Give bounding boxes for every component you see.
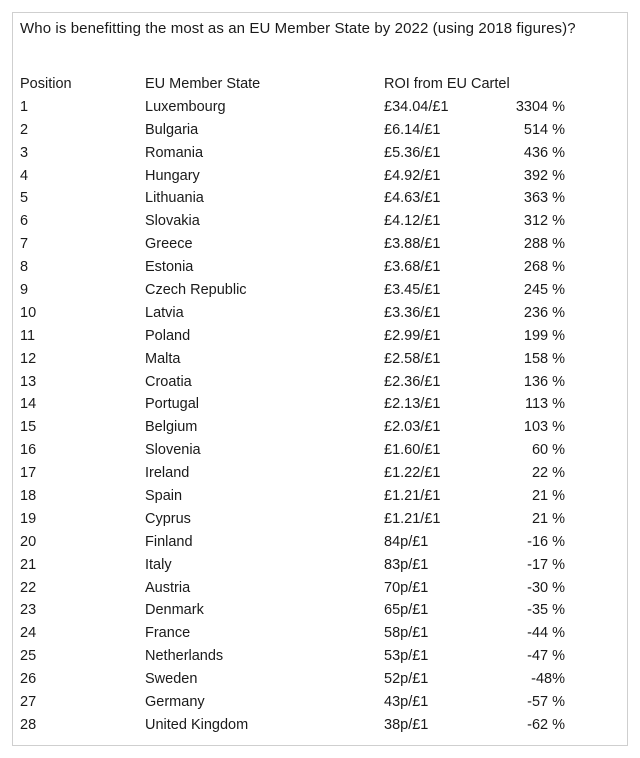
cell-position: 25	[20, 648, 37, 665]
cell-roi: £3.68/£1	[384, 259, 441, 276]
cell-percentage: 312 %	[523, 213, 565, 230]
cell-position: 2	[20, 121, 29, 138]
cell-position: 8	[20, 259, 29, 276]
cell-percentage: 436 %	[523, 144, 565, 161]
cell-percentage: 136 %	[523, 373, 565, 390]
cell-percentage: 21 %	[531, 510, 565, 527]
table-row	[20, 371, 600, 394]
cell-member-state: Austria	[145, 579, 191, 596]
cell-position: 20	[20, 533, 37, 550]
cell-percentage: -57 %	[527, 694, 565, 711]
cell-position: 9	[20, 282, 29, 299]
cell-position: 15	[20, 419, 37, 436]
cell-percentage: 21 %	[531, 488, 565, 505]
cell-roi: 65p/£1	[384, 602, 429, 619]
cell-roi: £1.21/£1	[384, 488, 441, 505]
cell-percentage: 236 %	[523, 304, 565, 321]
document-title: Who is benefitting the most as an EU Member State by 2022 (using 2018 figures)?	[20, 20, 576, 37]
table-row	[20, 554, 600, 577]
cell-roi: £3.88/£1	[384, 236, 441, 253]
cell-member-state: France	[145, 625, 191, 642]
table-row	[20, 622, 600, 645]
cell-roi: 52p/£1	[384, 671, 429, 688]
cell-roi: £3.36/£1	[384, 304, 441, 321]
cell-position: 22	[20, 579, 37, 596]
cell-position: 13	[20, 373, 37, 390]
cell-roi: £34.04/£1	[384, 98, 449, 115]
cell-roi: 70p/£1	[384, 579, 429, 596]
cell-member-state: Netherlands	[145, 648, 224, 665]
cell-member-state: Latvia	[145, 304, 184, 321]
cell-position: 14	[20, 396, 37, 413]
cell-position: 1	[20, 98, 29, 115]
cell-member-state: Slovenia	[145, 442, 201, 459]
table-row	[20, 439, 600, 462]
cell-member-state: Estonia	[145, 259, 194, 276]
table-row	[20, 233, 600, 256]
cell-position: 10	[20, 304, 37, 321]
cell-roi: £4.92/£1	[384, 167, 441, 184]
cell-percentage: -47 %	[527, 648, 565, 665]
cell-position: 24	[20, 625, 37, 642]
cell-roi: 84p/£1	[384, 533, 429, 550]
cell-percentage: -35 %	[527, 602, 565, 619]
table-row	[20, 577, 600, 600]
cell-percentage: -30 %	[527, 579, 565, 596]
header-roi: ROI from EU Cartel	[384, 76, 510, 92]
cell-position: 7	[20, 236, 29, 253]
table-row	[20, 691, 600, 714]
cell-percentage: 3304 %	[515, 98, 565, 115]
table-row	[20, 508, 600, 531]
cell-position: 11	[20, 327, 36, 344]
cell-roi: £4.12/£1	[384, 213, 441, 230]
cell-roi: £4.63/£1	[384, 190, 441, 207]
cell-member-state: Portugal	[145, 396, 200, 413]
cell-member-state: Lithuania	[145, 190, 204, 207]
table-row	[20, 142, 600, 165]
table-row	[20, 416, 600, 439]
cell-percentage: 392 %	[523, 167, 565, 184]
cell-percentage: -48%	[531, 671, 565, 688]
cell-member-state: Bulgaria	[145, 121, 199, 138]
cell-percentage: 268 %	[523, 259, 565, 276]
header-member-state: EU Member State	[145, 76, 261, 92]
table-row	[20, 599, 600, 622]
cell-position: 4	[20, 167, 29, 184]
cell-position: 12	[20, 350, 37, 367]
cell-position: 23	[20, 602, 37, 619]
cell-position: 28	[20, 716, 37, 733]
table-row	[20, 714, 600, 737]
cell-roi: £1.60/£1	[384, 442, 441, 459]
table-row	[20, 668, 600, 691]
cell-percentage: 245 %	[523, 282, 565, 299]
cell-percentage: 288 %	[523, 236, 565, 253]
cell-percentage: 60 %	[531, 442, 565, 459]
cell-position: 18	[20, 488, 37, 505]
table-header-row	[20, 73, 600, 96]
cell-member-state: Hungary	[145, 167, 200, 184]
cell-member-state: Luxembourg	[145, 98, 226, 115]
table-row	[20, 256, 600, 279]
cell-member-state: Denmark	[145, 602, 204, 619]
table-row	[20, 119, 600, 142]
cell-roi: £2.03/£1	[384, 419, 441, 436]
table-row	[20, 187, 600, 210]
table-row	[20, 393, 600, 416]
cell-member-state: Sweden	[145, 671, 198, 688]
table-row	[20, 325, 600, 348]
table-row	[20, 531, 600, 554]
header-position: Position	[20, 76, 72, 92]
cell-percentage: 103 %	[523, 419, 565, 436]
table-row	[20, 485, 600, 508]
cell-roi: £2.36/£1	[384, 373, 441, 390]
cell-member-state: Croatia	[145, 373, 192, 390]
cell-position: 17	[20, 465, 37, 482]
cell-roi: 53p/£1	[384, 648, 429, 665]
cell-percentage: -16 %	[527, 533, 565, 550]
cell-roi: £1.22/£1	[384, 465, 441, 482]
cell-percentage: 158 %	[523, 350, 565, 367]
cell-position: 5	[20, 190, 29, 207]
table-row	[20, 302, 600, 325]
cell-member-state: Italy	[145, 556, 172, 573]
cell-member-state: Romania	[145, 144, 204, 161]
cell-position: 26	[20, 671, 37, 688]
cell-member-state: Cyprus	[145, 510, 191, 527]
cell-roi: 43p/£1	[384, 694, 429, 711]
table-row	[20, 279, 600, 302]
cell-roi: £3.45/£1	[384, 282, 441, 299]
cell-percentage: 363 %	[523, 190, 565, 207]
table-row	[20, 462, 600, 485]
cell-member-state: Ireland	[145, 465, 190, 482]
cell-percentage: 514 %	[523, 121, 565, 138]
cell-position: 27	[20, 694, 37, 711]
cell-percentage: -44 %	[527, 625, 565, 642]
roi-table	[20, 73, 600, 737]
cell-roi: £2.58/£1	[384, 350, 441, 367]
cell-member-state: Malta	[145, 350, 181, 367]
table-row	[20, 645, 600, 668]
cell-member-state: Poland	[145, 327, 191, 344]
cell-percentage: 199 %	[523, 327, 565, 344]
cell-roi: £2.13/£1	[384, 396, 441, 413]
cell-member-state: Belgium	[145, 419, 198, 436]
cell-member-state: Greece	[145, 236, 193, 253]
cell-position: 16	[20, 442, 37, 459]
cell-member-state: Germany	[145, 694, 205, 711]
cell-roi: £5.36/£1	[384, 144, 441, 161]
cell-member-state: United Kingdom	[145, 716, 249, 733]
cell-member-state: Slovakia	[145, 213, 200, 230]
table-row	[20, 348, 600, 371]
cell-roi: £2.99/£1	[384, 327, 441, 344]
table-row	[20, 96, 600, 119]
cell-percentage: -62 %	[527, 716, 565, 733]
cell-member-state: Spain	[145, 488, 183, 505]
cell-member-state: Finland	[145, 533, 193, 550]
cell-roi: 38p/£1	[384, 716, 429, 733]
cell-position: 19	[20, 510, 37, 527]
table-body	[20, 96, 600, 737]
table-row	[20, 210, 600, 233]
cell-position: 6	[20, 213, 29, 230]
cell-roi: £6.14/£1	[384, 121, 441, 138]
cell-percentage: -17 %	[527, 556, 565, 573]
cell-percentage: 113 %	[524, 396, 565, 413]
cell-position: 21	[20, 556, 37, 573]
cell-percentage: 22 %	[531, 465, 565, 482]
cell-position: 3	[20, 144, 29, 161]
cell-roi: 83p/£1	[384, 556, 429, 573]
cell-member-state: Czech Republic	[145, 282, 247, 299]
cell-roi: £1.21/£1	[384, 510, 441, 527]
cell-roi: 58p/£1	[384, 625, 429, 642]
table-row	[20, 165, 600, 188]
